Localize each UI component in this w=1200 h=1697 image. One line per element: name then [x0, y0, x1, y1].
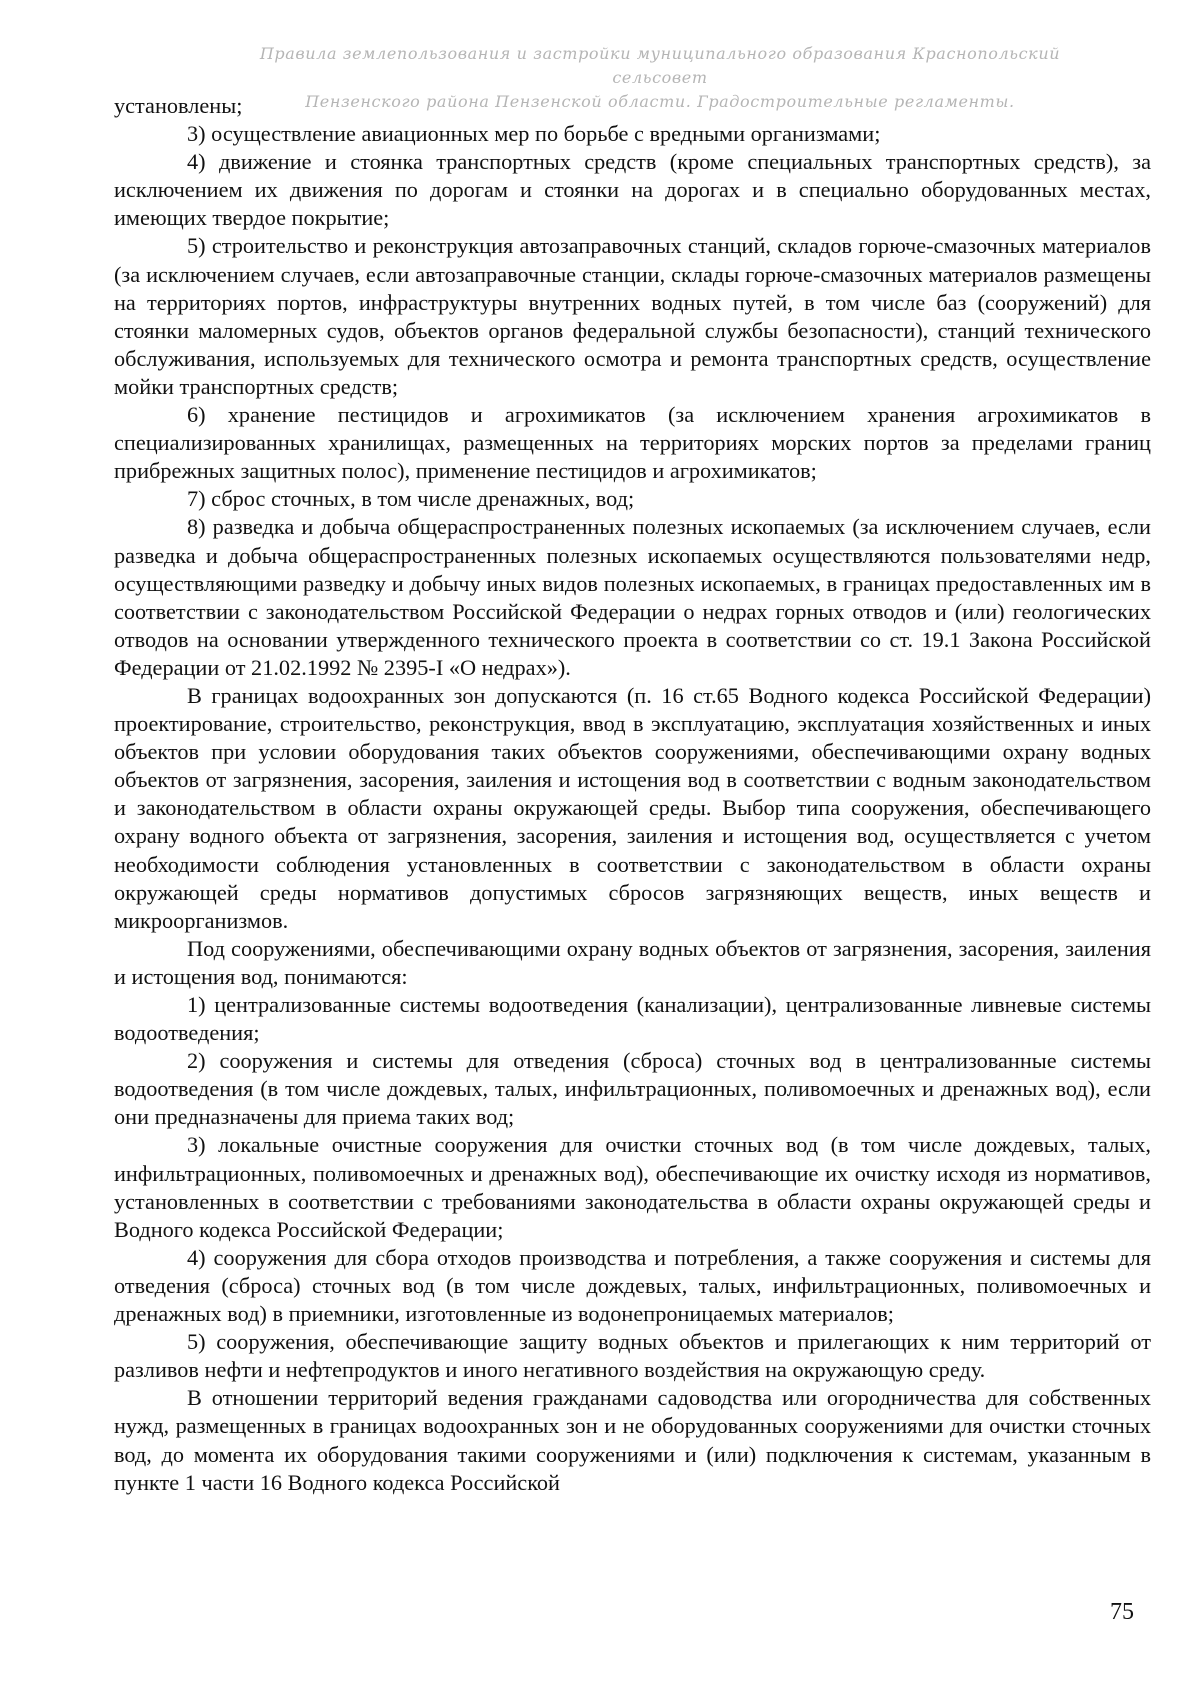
- paragraph-protective-structures: Под сооружениями, обеспечивающими охрану водных объектов от загрязнения, засорения, заиления и истощения вод, понимаются:: [114, 935, 1151, 989]
- body-text: [114, 92, 1151, 1497]
- paragraph-continuation: установлены;: [114, 93, 243, 118]
- list-item-6-pesticides: 6) хранение пестицидов и агрохимикатов (за исключением хранения агрохимикатов в специализированных хранилищах, размещенных на территориях морских портов за пределами границ прибрежных защитных полос), применение пестицидов и агрохимикатов;: [114, 402, 1151, 484]
- structures-item-1: 1) централизованные системы водоотведения (канализации), централизованные ливневые системы водоотведения;: [114, 992, 1151, 1046]
- list-item-3-aviation: 3) осуществление авиационных мер по борьбе с вредными организмами;: [187, 121, 881, 147]
- structures-item-5: 5) сооружения, обеспечивающие защиту водных объектов и прилегающих к ним территорий от разливов нефти и нефтепродуктов и иного негативного воздействия на окружающую среду.: [114, 1329, 1151, 1383]
- page-number: 75: [1110, 1599, 1134, 1625]
- list-item-4-vehicles: 4) движение и стоянка транспортных средств (кроме специальных транспортных средств), за исключением их движения по дорогам и стоянки на дорогах и в специально оборудованных местах, имеющих твердое покрытие;: [114, 149, 1151, 231]
- paragraph-gardening-territories: В отношении территорий ведения гражданами садоводства или огородничества для собственных нужд, размещенных в границах водоохранных зон и не оборудованных сооружениями для очистки сточных вод, до момента их оборудования такими сооружениями и (или) подключения к системам, указанным в пункте 1 части 16 Водного кодекса Российской: [114, 1385, 1151, 1495]
- structures-item-2: 2) сооружения и системы для отведения (сброса) сточных вод в централизованные системы водоотведения (в том числе дождевых, талых, инфильтрационных, поливомоечных и дренажных вод), если они предназначены для приема таких вод;: [114, 1048, 1151, 1130]
- structures-item-4: 4) сооружения для сбора отходов производства и потребления, а также сооружения и системы для отведения (сброса) сточных вод (в том числе дождевых, талых, инфильтрационных, поливомоечных и дренажных вод) в приемники, изготовленные из водонепроницаемых материалов;: [114, 1244, 1151, 1327]
- list-item-5-fuel-stations: 5) строительство и реконструкция автозаправочных станций, складов горюче-смазочных материалов (за исключением случаев, если автозаправочные станции, склады горюче-смазочных материалов размещены на территориях портов, инфраструктуры внутренних водных путей, в том числе баз (сооружений) для стоянки маломерных судов, объектов органов федеральной службы безопасности), станций технического обслуживания, используемых для технического осмотра и ремонта транспортных средств, осуществление мойки транспортных средств;: [114, 233, 1151, 399]
- list-item-8-mining: 8) разведка и добыча общераспространенных полезных ископаемых (за исключением случаев, если разведка и добыча общераспространенных полезных ископаемых осуществляются пользователями недр, осуществляющими разведку и добычу иных видов полезных ископаемых, в границах предоставленных им в соответствии с законодательством Российской Федерации о недрах горных отводов и (или) геологических отводов на основании утвержденного технического проекта в соответствии со ст. 19.1 Закона Российской Федерации от 21.02.1992 № 2395-I «О недрах»).: [114, 514, 1151, 680]
- paragraph-permitted-activities: В границах водоохранных зон допускаются (п. 16 ст.65 Водного кодекса Российской Федерации) проектирование, строительство, реконструкция, ввод в эксплуатацию, эксплуатация хозяйственных и иных объектов при условии оборудования таких объектов сооружениями, обеспечивающими охрану водных объектов от загрязнения, засорения, заиления и истощения вод в соответствии с водным законодательством и законодательством в области охраны окружающей среды. Выбор типа сооружения, обеспечивающего охрану водного объекта от загрязнения, засорения, заиления и истощения вод, осуществляется с учетом необходимости соблюдения установленных в соответствии с законодательством в области охраны окружающей среды нормативов допустимых сбросов загрязняющих веществ, иных веществ и микроорганизмов.: [114, 682, 1151, 933]
- header-line-2: Пензенского района Пензенской области. Градостроительные регламенты.: [305, 92, 1015, 111]
- structures-item-3: 3) локальные очистные сооружения для очистки сточных вод (в том числе дождевых, талых, инфильтрационных, поливомоечных и дренажных вод), обеспечивающие их очистку исходя из нормативов, установленных в соответствии с требованиями законодательства в области охраны окружающей среды и Водного кодекса Российской Федерации;: [114, 1132, 1151, 1242]
- header-line-1: Правила землепользования и застройки муниципального образования Краснопольский сельсовет: [259, 44, 1061, 87]
- list-item-7-wastewater: 7) сброс сточных, в том числе дренажных, вод;: [187, 486, 635, 512]
